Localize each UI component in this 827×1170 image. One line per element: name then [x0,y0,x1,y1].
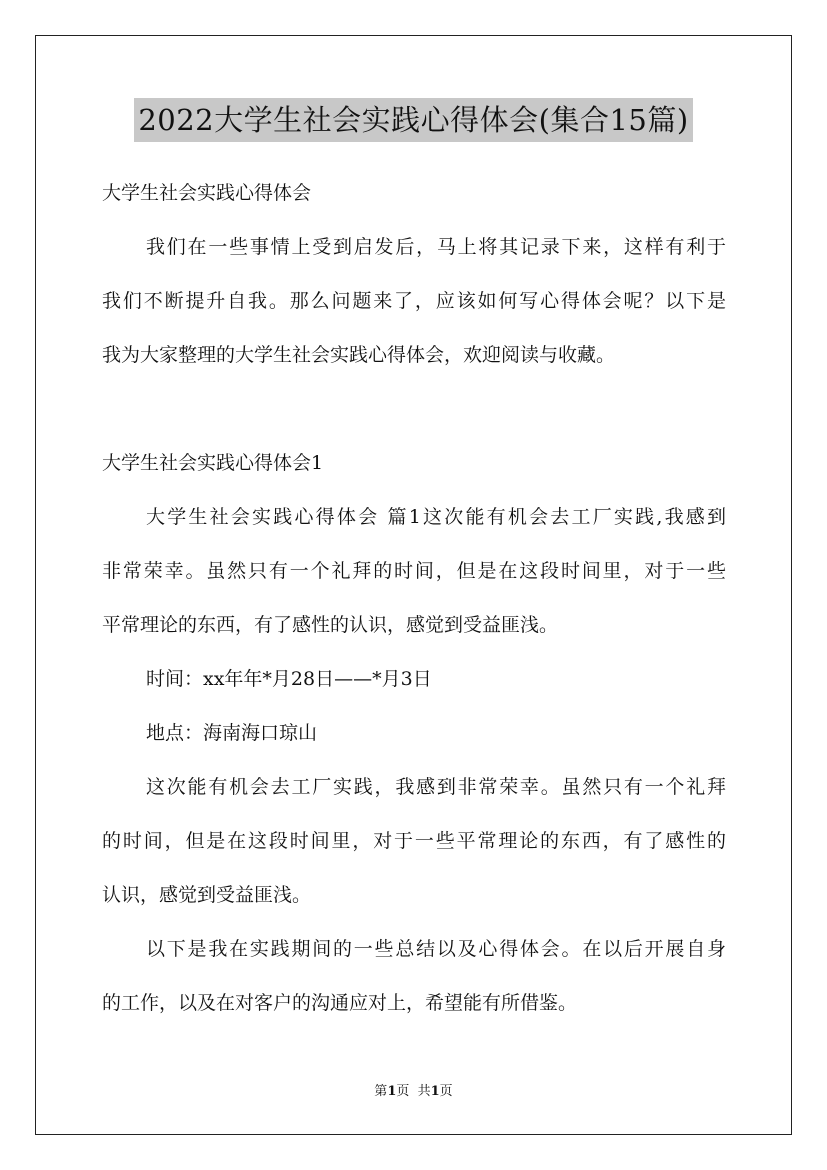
footer-total-pages: 1 [430,1084,440,1099]
paragraph-line: 非常荣幸。虽然只有一个礼拜的时间，但是在这段时间里，对于一些 [102,560,726,582]
section-heading-1: 大学生社会实践心得体会1 [102,452,324,474]
section-heading-intro: 大学生社会实践心得体会 [102,182,312,204]
title-container [0,98,827,142]
footer-mid: 页 共 [396,1084,431,1099]
footer-suffix: 页 [439,1084,453,1099]
paragraph-line: 平常理论的东西，有了感性的认识，感觉到受益匪浅。 [102,614,559,636]
document-title: 2022大学生社会实践心得体会(集合15篇) [134,98,692,142]
paragraph-line: 大学生社会实践心得体会 篇1这次能有机会去工厂实践,我感到 [146,506,726,528]
paragraph-line: 这次能有机会去工厂实践，我感到非常荣幸。虽然只有一个礼拜 [146,776,726,798]
page-footer [0,1083,827,1101]
paragraph-line: 我为大家整理的大学生社会实践心得体会，欢迎阅读与收藏。 [102,344,616,366]
footer-prefix: 第 [374,1084,388,1099]
time-line: 时间：xx年年*月28日——*月3日 [146,668,432,690]
footer-page-number: 1 [387,1084,397,1099]
paragraph-line: 的时间，但是在这段时间里，对于一些平常理论的东西，有了感性的 [102,830,726,852]
paragraph-line: 认识，感觉到受益匪浅。 [102,884,312,906]
paragraph-line: 以下是我在实践期间的一些总结以及心得体会。在以后开展自身 [146,938,726,960]
location-line: 地点：海南海口琼山 [146,722,318,744]
paragraph-line: 我们不断提升自我。那么问题来了，应该如何写心得体会呢？以下是 [102,290,726,312]
paragraph-line: 我们在一些事情上受到启发后，马上将其记录下来，这样有利于 [146,236,726,258]
paragraph-line: 的工作，以及在对客户的沟通应对上，希望能有所借鉴。 [102,992,578,1014]
